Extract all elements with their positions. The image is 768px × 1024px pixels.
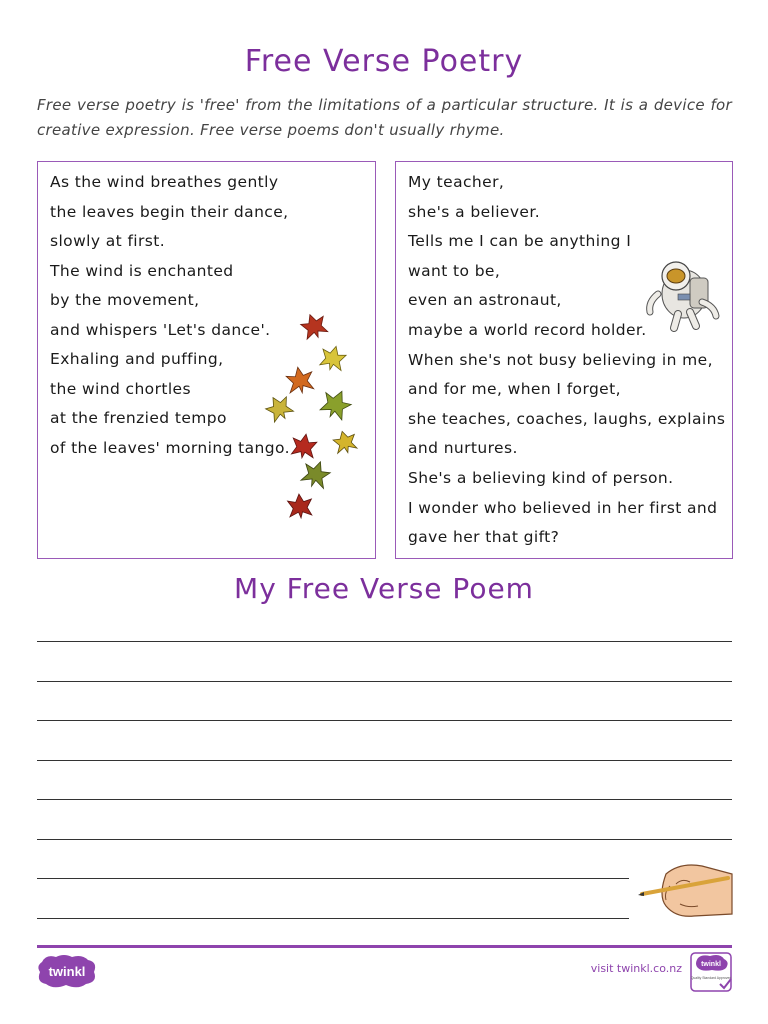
- poem-line: and nurtures.: [408, 439, 518, 458]
- poem-line: at the frenzied tempo: [50, 409, 227, 427]
- badge-brand: twinkl: [701, 961, 721, 968]
- poem-line: and for me, when I forget,: [408, 380, 621, 399]
- section-title: My Free Verse Poem: [234, 572, 534, 605]
- twinkl-logo: [36, 954, 98, 988]
- writing-line: [37, 799, 732, 800]
- autumn-leaves-illustration: [262, 312, 362, 522]
- teacher-poem: [408, 168, 725, 553]
- poem-line: When she's not busy believing in me,: [408, 350, 713, 369]
- astronaut-illustration: [640, 250, 722, 330]
- badge-text: Quality Standard Approved: [690, 976, 732, 980]
- footer-divider: [37, 945, 732, 948]
- footer-link[interactable]: visit twinkl.co.nz: [590, 962, 682, 975]
- hand-pencil-illustration: [636, 856, 732, 922]
- writing-line: [37, 641, 732, 642]
- intro-paragraph: Free verse poetry is 'free' from the limitations of a particular structure. It is a device for creative expression. Free verse poems don't usually rhyme.: [37, 96, 732, 139]
- poem-line: and whispers 'Let's dance'.: [50, 320, 271, 339]
- poem-line: She's a believing kind of person.: [408, 468, 674, 487]
- writing-line: [37, 878, 629, 879]
- poem-line: Exhaling and puffing,: [50, 350, 224, 368]
- poem-line: As the wind breathes gently: [50, 173, 279, 191]
- poem-line: the leaves begin their dance,: [50, 202, 289, 221]
- poem-line: My teacher,: [408, 173, 505, 191]
- twinkl-logo-text: twinkl: [48, 964, 86, 979]
- poem-line: I wonder who believed in her first and: [408, 498, 718, 517]
- poem-line: maybe a world record holder.: [408, 320, 647, 339]
- poem-line: she's a believer.: [408, 202, 541, 221]
- poem-line: want to be,: [408, 261, 501, 280]
- poem-line: even an astronaut,: [408, 291, 562, 310]
- writing-line: [37, 681, 732, 682]
- poem-line: Tells me I can be anything I: [408, 232, 632, 251]
- poem-line: slowly at first.: [50, 232, 166, 250]
- poem-line: The wind is enchanted: [50, 261, 234, 280]
- writing-line: [37, 839, 732, 840]
- writing-line: [37, 720, 732, 721]
- teacher-poem-box: [395, 161, 733, 559]
- page-title: Free Verse Poetry: [244, 44, 524, 79]
- poem-line: by the movement,: [50, 291, 200, 309]
- wind-poem-box: [37, 161, 376, 559]
- writing-line: [37, 918, 629, 919]
- poem-line: the wind chortles: [50, 379, 191, 398]
- poem-line: she teaches, coaches, laughs, explains: [408, 409, 726, 428]
- quality-badge: [690, 952, 734, 994]
- poem-line: gave her that gift?: [408, 528, 560, 547]
- poem-line: of the leaves' morning tango.: [50, 438, 290, 457]
- writing-line: [37, 760, 732, 761]
- wind-poem: [50, 168, 290, 463]
